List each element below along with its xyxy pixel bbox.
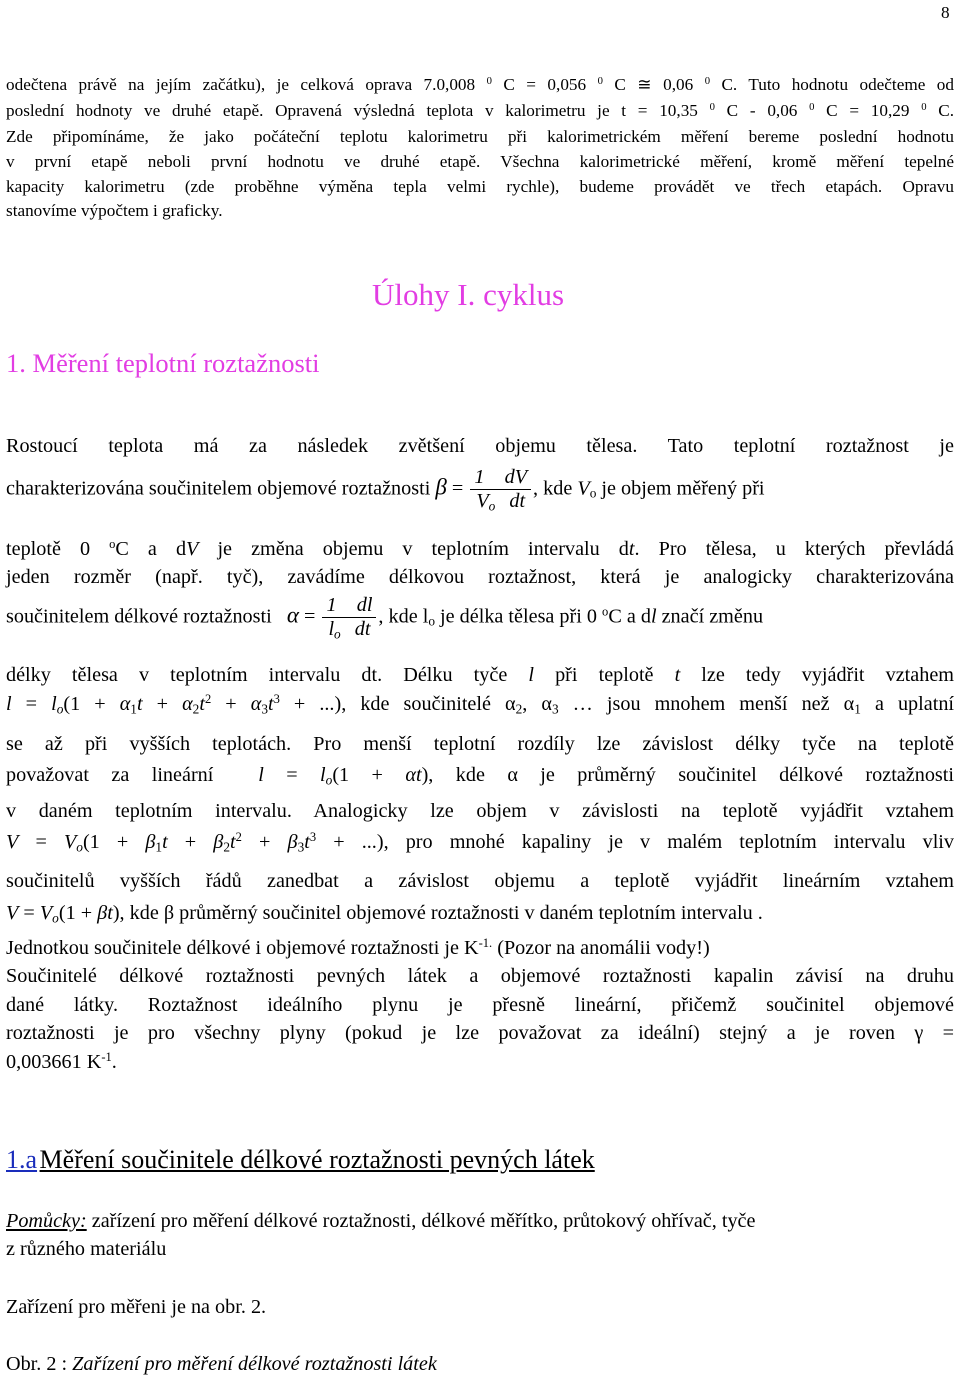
body-line-3: teplotě 0 $^o$C a dV je změna objemu v teplotním intervalu dt. Pro tělesa, u kterých převládá: [6, 537, 954, 560]
linear-length-formula: $l = l_o(1 + \alpha t)$: [258, 764, 429, 788]
body-line-17: roztažnosti je pro všechny plyny (pokud je lze považovat za ideální) stejný a je roven γ =: [6, 1022, 954, 1044]
body-line-6: délky tělesa v teplotním intervalu dt. Délku tyče l při teplotě t lze tedy vyjádřit vztahem: [6, 664, 954, 686]
volume-polynomial-formula: $V = V_o(1 + \beta_1t + \beta_2t^2 + \beta_3t^3$ + ...): [6, 830, 384, 855]
body-line-11: $V = V_o(1 + \beta_1t + \beta_2t^2 + \beta_3t^3$ + ...), pro mnohé kapaliny je v malém teplotním intervalu vliv: [6, 830, 955, 855]
figure-caption: [6, 1353, 437, 1376]
linear-volume-formula: $V = V_o(1 + \beta t)$: [6, 902, 120, 926]
body-line-15: Součinitelé délkové roztažnosti pevných látek a objemové roztažnosti kapalin závisí na druhu: [6, 965, 954, 987]
body-line-13: $V = V_o(1 + \beta t)$, kde β průměrný součinitel objemové roztažnosti v daném teplotním intervalu .: [6, 902, 763, 926]
intro-line-2: poslední hodnoty ve druhé etapě. Opravená výsledná teplota v kalorimetru je t = 10,35 $^0$ C - 0,06 $^0$ C = 10,29 $^0$ C.: [6, 101, 955, 120]
intro-line-3: Zde připomínáme, že jako počáteční teplotu kalorimetru při kalorimetrickém měření bereme poslední hodnotu: [6, 127, 954, 146]
page-number: 8: [941, 3, 950, 22]
body-line-9: považovat za lineární $l = l_o(1 + \alpha t)$, kde α je průměrný součinitel délkové roztažnosti: [6, 764, 954, 788]
aids-line-2: z různého materiálu: [6, 1238, 167, 1260]
aids-line-1: [6, 1210, 755, 1233]
section-title: 1. Měření teplotní roztažnosti: [6, 348, 320, 378]
length-polynomial-formula: $l = l_o(1 + \alpha_1t + \alpha_2t^2 + \alpha_3t^3$ + ...): [6, 692, 342, 717]
body-line-18: 0,003661 $K^{-1}$.: [6, 1050, 117, 1073]
beta-formula: $\frac{1 dV}{V_o dt}$: [470, 466, 531, 513]
body-line-10: v daném teplotním intervalu. Analogicky lze objem v závislosti na teplotě vyjádřit vztahem: [6, 800, 954, 822]
intro-line-1: odečtena právě na jejím začátku), je celková oprava 7.0,008 $^0$ C = 0,056 $^0$ C ≅ 0,06 $^0$ C. Tuto hodnotu odečteme od: [6, 75, 954, 94]
aids-label: Pomůcky:: [6, 1210, 87, 1232]
body-line-16: dané látky. Roztažnost ideálního plynu je přesně lineární, přičemž součinitel objemové: [6, 994, 954, 1016]
aids-text: zařízení pro měření délkové roztažnosti, délkové měřítko, průtokový ohřívač, tyče: [91, 1210, 756, 1232]
chapter-title: Úlohy I. cyklus: [372, 277, 565, 312]
intro-line-5: kapacity kalorimetru (zde proběhne výměna tepla velmi rychle), budeme provádět ve třech etapách. Opravu: [6, 177, 954, 196]
body-line-4: jeden rozměr (např. tyč), zavádíme délkovou roztažnost, která je analogicky charakterizována: [6, 566, 954, 588]
subsection-title-text: Měření součinitele délkové roztažnosti pevných látek: [39, 1145, 595, 1174]
figure-sep: :: [61, 1353, 68, 1375]
intro-line-4: v první etapě neboli první hodnotu ve druhé etapě. Všechna kalorimetrické měření, kromě měření tepelné: [6, 152, 954, 171]
intro-line-6: stanovíme výpočtem i graficky.: [6, 201, 223, 220]
device-note: Zařízení pro měřeni je na obr. 2.: [6, 1296, 267, 1318]
body-line-12: součinitelů vyšších řádů zanedbat a závislost objemu a teplotě vyjádřit lineárním vztahem: [6, 870, 954, 892]
body-line-14: Jednotkou součinitele délkové i objemové roztažnosti je $K^{-1.}$ (Pozor na anomálii vody!): [6, 936, 710, 959]
body-line-1: Rostoucí teplota má za následek zvětšení objemu tělesa. Tato teplotní roztažnost je: [6, 435, 954, 457]
figure-label: Obr. 2: [6, 1353, 57, 1375]
figure-text: Zařízení pro měření délkové roztažnosti látek: [72, 1353, 437, 1375]
body-line-5: součinitelem délkové roztažnosti α = $\frac{1 dl}{l_o dt}$ , kde $l_o$ je délka tělesa při 0 $^o$C a dl značí změnu: [6, 594, 764, 642]
subsection-number-link[interactable]: 1.a: [6, 1145, 38, 1174]
body-line-2: charakterizována součinitelem objemové roztažnosti β = $\frac{1 dV}{V_o dt}$ , kde $V_o$ je objem měřený při: [6, 466, 765, 514]
subsection-title: [6, 1145, 595, 1175]
alpha-formula: $\frac{1 dl}{l_o dt}$: [322, 594, 376, 641]
body-line-8: se až při vyšších teplotách. Pro menší teplotní rozdíly lze závislost délky tyče na teplotě: [6, 733, 954, 755]
body-line-7: $l = l_o(1 + \alpha_1t + \alpha_2t^2 + \alpha_3t^3$ + ...), kde součinitelé $\alpha_2$, $\alpha_3$ … jsou mnohem menší než $\alpha_1$ a uplatní: [6, 692, 955, 717]
